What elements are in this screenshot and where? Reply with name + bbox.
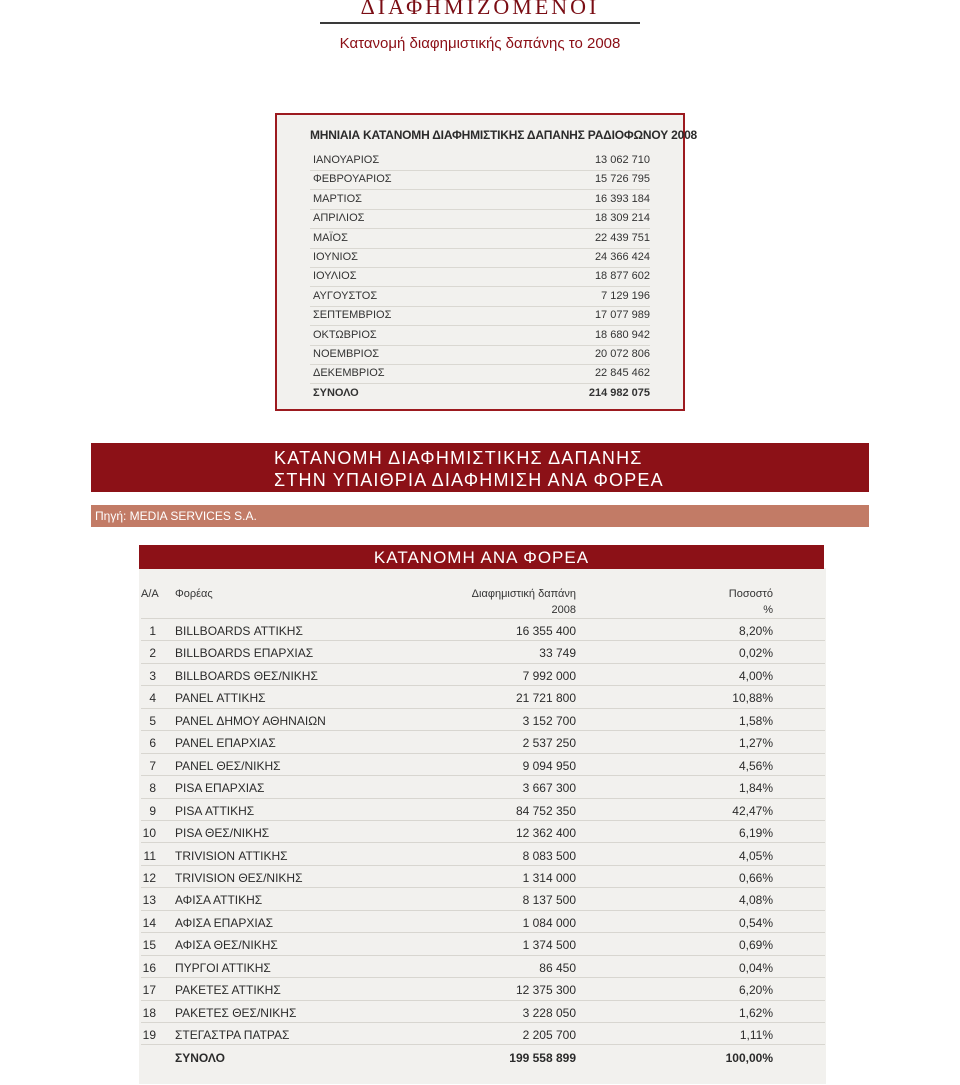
- page-title: ΔΙΑΦΗΜΙΖΟΜΕΝΟΙ: [360, 0, 600, 19]
- month-name: ΦΕΒΡΟΥΑΡΙΟΣ: [313, 173, 392, 186]
- row-index: 12: [142, 870, 156, 885]
- month-value: 15 726 795: [594, 173, 650, 186]
- total-share-value: 100,00%: [725, 1050, 773, 1065]
- share-value: 8,20%: [738, 624, 773, 638]
- month-name: ΝΟΕΜΒΡΙΟΣ: [313, 348, 380, 360]
- spend-value: 3 152 700: [522, 713, 576, 728]
- monthly-row: [310, 345, 650, 365]
- row-index: 11: [143, 848, 156, 863]
- month-name: ΜΑΪΟΣ: [313, 231, 348, 244]
- table-total-row: [141, 1046, 825, 1068]
- month-name: ΙΟΥΛΙΟΣ: [313, 270, 357, 283]
- table-row: [141, 933, 825, 955]
- carrier-name: TRIVISION ΑΤΤΙΚΗΣ: [175, 848, 288, 863]
- column-header-carrier: Φορέας: [175, 588, 213, 600]
- row-index: 8: [149, 781, 156, 796]
- spend-value: 12 375 300: [515, 983, 576, 998]
- month-name: ΙΑΝΟΥΑΡΙΟΣ: [313, 154, 380, 166]
- month-value: 22 439 751: [594, 231, 650, 244]
- monthly-row: [310, 190, 650, 210]
- table-row: [141, 1001, 825, 1023]
- carrier-name: PISA ΑΤΤΙΚΗΣ: [175, 803, 255, 818]
- month-value: 18 680 942: [594, 328, 650, 341]
- monthly-table-title: ΜΗΝΙΑΙΑ ΚΑΤΑΝΟΜΗ ΔΙΑΦΗΜΙΣΤΙΚΗΣ ΔΑΠΑΝΗΣ ΡΑΔΙΟΦΩΝΟΥ 2008: [310, 128, 698, 142]
- carrier-name: PANEL ΕΠΑΡΧΙΑΣ: [175, 736, 276, 751]
- month-value: 18 309 214: [594, 212, 650, 225]
- month-value: 7 129 196: [601, 289, 650, 302]
- row-index: 4: [149, 691, 156, 706]
- total-spend-value: 199 558 899: [509, 1050, 576, 1065]
- table-row: [141, 1023, 825, 1045]
- month-value: 24 366 424: [594, 251, 650, 263]
- carrier-name: ΠΥΡΓΟΙ ΑΤΤΙΚΗΣ: [175, 960, 271, 975]
- table-row: [141, 709, 825, 731]
- title-divider: [320, 22, 640, 24]
- share-value: 4,05%: [738, 848, 773, 863]
- spend-value: 84 752 350: [515, 803, 576, 818]
- table-row: [141, 776, 825, 798]
- source-bar: [91, 505, 869, 527]
- distribution-table-header-bar: [139, 545, 824, 569]
- share-value: 6,20%: [738, 983, 773, 998]
- share-value: 0,02%: [738, 646, 773, 661]
- month-name: ΣΕΠΤΕΜΒΡΙΟΣ: [313, 309, 392, 322]
- spend-value: 12 362 400: [515, 826, 576, 841]
- row-index: 7: [149, 758, 156, 773]
- spend-value: 86 450: [539, 960, 576, 975]
- share-value: 1,62%: [738, 1005, 773, 1020]
- month-name: ΟΚΤΩΒΡΙΟΣ: [313, 328, 377, 341]
- spend-value: 33 749: [539, 646, 576, 661]
- share-value: 1,11%: [739, 1028, 773, 1043]
- monthly-row: [310, 364, 650, 384]
- month-name: ΙΟΥΝΙΟΣ: [313, 251, 358, 263]
- monthly-row: [310, 151, 650, 171]
- section-banner: [91, 443, 869, 492]
- share-value: 1,27%: [738, 736, 773, 751]
- page-subtitle: Κατανομή διαφημιστικής δαπάνης το 2008: [339, 35, 621, 52]
- table-row: [141, 821, 825, 843]
- carrier-name: ΑΦΙΣΑ ΘΕΣ/ΝΙΚΗΣ: [175, 938, 278, 953]
- month-name: ΣΥΝΟΛΟ: [313, 386, 359, 399]
- month-name: ΑΥΓΟΥΣΤΟΣ: [313, 289, 378, 302]
- spend-value: 1 374 500: [522, 938, 576, 953]
- spend-value: 1 314 000: [522, 870, 576, 885]
- row-index: 13: [142, 893, 156, 908]
- table-row: [141, 866, 825, 888]
- banner-title-line-2: ΣΤΗΝ ΥΠΑΙΘΡΙΑ ΔΙΑΦΗΜΙΣΗ ΑΝΑ ΦΟΡΕΑ: [274, 470, 664, 490]
- spend-value: 3 228 050: [522, 1005, 576, 1020]
- month-name: ΜΑΡΤΙΟΣ: [313, 192, 362, 205]
- table-row: [141, 888, 825, 910]
- table-row: [141, 911, 825, 933]
- share-value: 6,19%: [738, 826, 773, 841]
- month-value: 22 845 462: [594, 367, 650, 380]
- spend-value: 21 721 800: [515, 691, 576, 706]
- share-value: 4,08%: [738, 893, 773, 908]
- monthly-row: [310, 229, 650, 249]
- banner-title-line-1: ΚΑΤΑΝΟΜΗ ΔΙΑΦΗΜΙΣΤΙΚΗΣ ΔΑΠΑΝΗΣ: [274, 448, 643, 468]
- row-index: 17: [142, 983, 156, 998]
- row-index: 3: [149, 668, 156, 683]
- spend-value: 2 205 700: [522, 1028, 576, 1043]
- share-value: 1,84%: [738, 781, 773, 796]
- spend-value: 16 355 400: [515, 624, 576, 638]
- month-value: 16 393 184: [594, 192, 650, 205]
- month-value: 18 877 602: [594, 270, 650, 283]
- table-row: [141, 641, 825, 663]
- month-value: 214 982 075: [588, 386, 650, 399]
- monthly-row: [310, 209, 650, 229]
- column-header-spend: Διαφημιστική δαπάνη: [471, 588, 576, 600]
- column-header-index: Α/Α: [141, 588, 159, 600]
- spend-value: 3 667 300: [522, 781, 576, 796]
- share-value: 0,69%: [738, 938, 773, 953]
- share-value: 0,66%: [738, 870, 773, 885]
- month-value: 17 077 989: [594, 309, 650, 322]
- spend-value: 8 083 500: [522, 848, 576, 863]
- table-row: [141, 799, 825, 821]
- spend-value: 1 084 000: [522, 915, 576, 930]
- carrier-name: TRIVISION ΘΕΣ/ΝΙΚΗΣ: [175, 870, 303, 885]
- carrier-name: BILLBOARDS ΕΠΑΡΧΙΑΣ: [175, 646, 314, 661]
- monthly-row: [310, 170, 650, 190]
- carrier-name: PANEL ΘΕΣ/ΝΙΚΗΣ: [175, 758, 281, 773]
- table-row: [141, 664, 825, 686]
- share-value: 0,04%: [738, 960, 773, 975]
- table-row: [141, 686, 825, 708]
- column-header-share: Ποσοστό: [728, 588, 773, 600]
- share-value: 0,54%: [738, 915, 773, 930]
- monthly-row: [310, 326, 650, 346]
- row-index: 6: [149, 736, 156, 751]
- share-value: 10,88%: [732, 691, 773, 706]
- row-index: 18: [142, 1005, 156, 1020]
- carrier-name: BILLBOARDS ΑΤΤΙΚΗΣ: [175, 624, 303, 638]
- spend-value: 2 537 250: [522, 736, 576, 751]
- spend-value: 8 137 500: [522, 893, 576, 908]
- carrier-name: PISA ΘΕΣ/ΝΙΚΗΣ: [175, 826, 270, 841]
- source-label: Πηγή: MEDIA SERVICES S.A.: [95, 509, 257, 523]
- table-row: [141, 978, 825, 1000]
- table-row: [141, 731, 825, 753]
- total-label: ΣΥΝΟΛΟ: [175, 1050, 225, 1065]
- table-row: [141, 844, 825, 866]
- carrier-name: ΣΤΕΓΑΣΤΡΑ ΠΑΤΡΑΣ: [175, 1028, 290, 1043]
- monthly-row: [310, 287, 650, 307]
- table-row: [141, 619, 825, 641]
- distribution-table-title: ΚΑΤΑΝΟΜΗ ΑΝΑ ΦΟΡΕΑ: [373, 548, 590, 567]
- table-row: [141, 754, 825, 776]
- month-value: 13 062 710: [594, 154, 650, 166]
- row-index: 9: [149, 803, 156, 818]
- carrier-name: ΡΑΚΕΤΕΣ ΑΤΤΙΚΗΣ: [175, 983, 281, 998]
- month-value: 20 072 806: [594, 348, 650, 360]
- column-header-share-unit: %: [763, 604, 773, 616]
- month-name: ΑΠΡΙΛΙΟΣ: [313, 212, 365, 225]
- carrier-name: PANEL ΔΗΜΟΥ ΑΘΗΝΑΙΩΝ: [175, 713, 326, 728]
- row-index: 5: [149, 713, 156, 728]
- carrier-name: PANEL ΑΤΤΙΚΗΣ: [175, 691, 266, 706]
- monthly-row: [310, 248, 650, 268]
- carrier-name: ΑΦΙΣΑ ΕΠΑΡΧΙΑΣ: [175, 915, 274, 930]
- row-index: 2: [149, 646, 156, 661]
- carrier-name: ΡΑΚΕΤΕΣ ΘΕΣ/ΝΙΚΗΣ: [175, 1005, 297, 1020]
- column-header-spend-year: 2008: [551, 604, 576, 616]
- share-value: 42,47%: [732, 803, 773, 818]
- row-index: 14: [142, 915, 156, 930]
- carrier-name: PISA ΕΠΑΡΧΙΑΣ: [175, 781, 265, 796]
- row-index: 10: [142, 826, 156, 841]
- spend-value: 7 992 000: [522, 668, 576, 683]
- carrier-name: BILLBOARDS ΘΕΣ/ΝΙΚΗΣ: [175, 668, 318, 683]
- spend-value: 9 094 950: [522, 758, 576, 773]
- row-index: 19: [142, 1028, 156, 1043]
- share-value: 1,58%: [738, 713, 773, 728]
- row-index: 1: [149, 624, 156, 638]
- monthly-row: [310, 267, 650, 287]
- row-index: 15: [142, 938, 156, 953]
- month-name: ΔΕΚΕΜΒΡΙΟΣ: [313, 367, 385, 380]
- carrier-name: ΑΦΙΣΑ ΑΤΤΙΚΗΣ: [175, 893, 263, 908]
- table-row: [141, 956, 825, 978]
- row-index: 16: [142, 960, 156, 975]
- share-value: 4,56%: [738, 758, 773, 773]
- share-value: 4,00%: [738, 668, 773, 683]
- monthly-row: [310, 306, 650, 326]
- monthly-total-row: [310, 384, 650, 403]
